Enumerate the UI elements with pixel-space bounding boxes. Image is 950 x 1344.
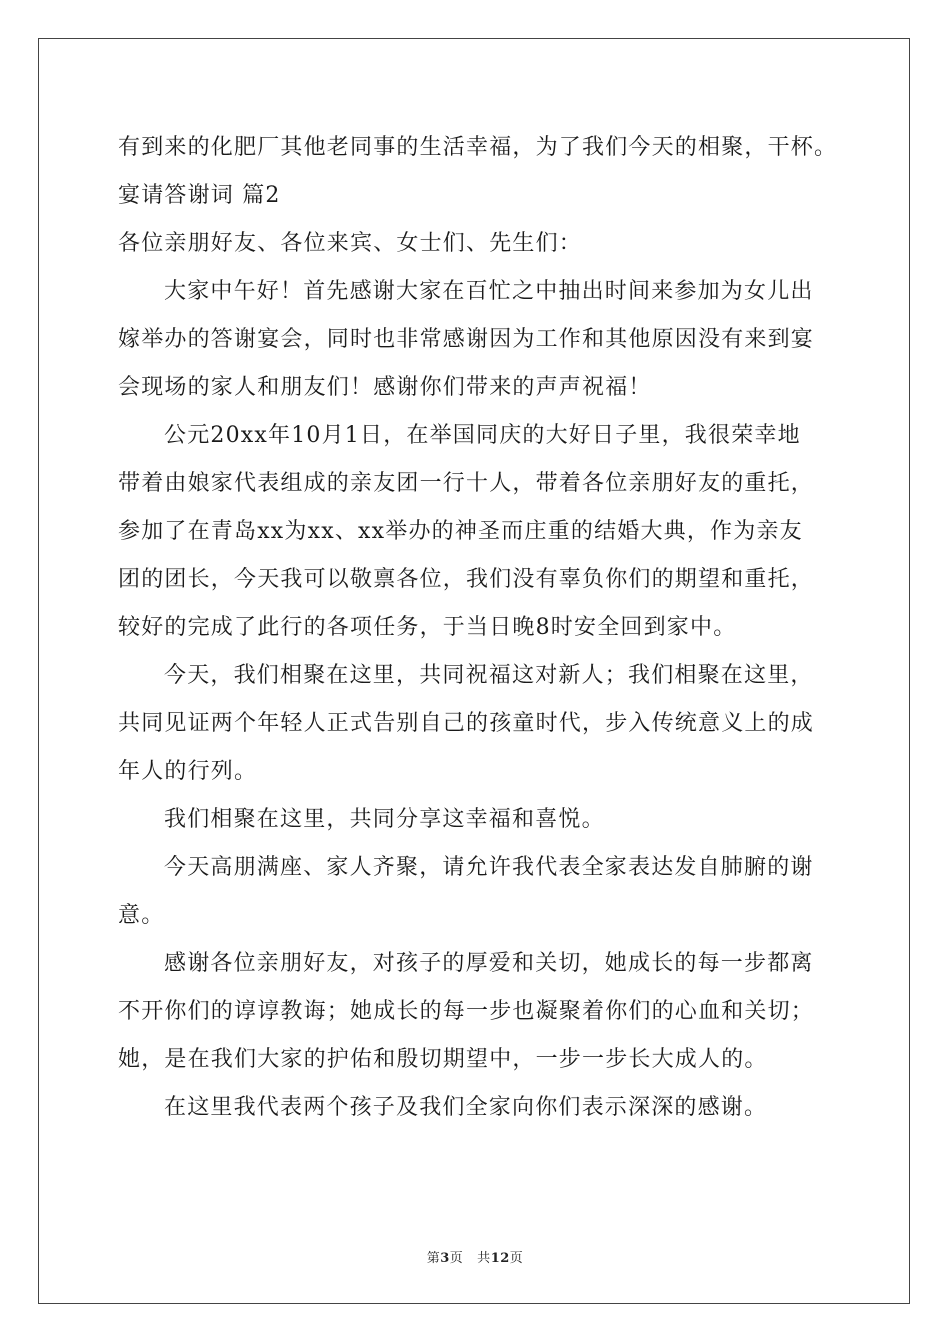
text-line: 会现场的家人和朋友们！感谢你们带来的声声祝福！ <box>118 375 652 400</box>
text-line: 在这里我代表两个孩子及我们全家向你们表示深深的感谢。 <box>164 1095 768 1120</box>
text-line: 较好的完成了此行的各项任务，于当日晚8时安全回到家中。 <box>118 615 737 640</box>
text-line: 大家中午好！首先感谢大家在百忙之中抽出时间来参加为女儿出 <box>164 279 814 304</box>
total-prefix: 共 <box>477 1251 491 1266</box>
page-suffix: 页 <box>449 1251 464 1266</box>
page-number: 3 <box>440 1251 450 1266</box>
text-line: 共同见证两个年轻人正式告别自己的孩童时代，步入传统意义上的成 <box>118 711 815 736</box>
salutation: 各位亲朋好友、各位来宾、女士们、先生们： <box>118 231 583 256</box>
text-line: 参加了在青岛xx为xx、xx举办的神圣而庄重的结婚大典，作为亲友 <box>118 519 803 544</box>
text-line: 团的团长，今天我可以敬禀各位，我们没有辜负你们的期望和重托， <box>118 567 815 592</box>
text-line: 今天，我们相聚在这里，共同祝福这对新人；我们相聚在这里， <box>164 663 814 688</box>
total-suffix: 页 <box>509 1251 524 1266</box>
text-line: 不开你们的谆谆教诲；她成长的每一步也凝聚着你们的心血和关切； <box>118 999 815 1024</box>
total-pages: 12 <box>490 1251 510 1266</box>
text-line: 意。 <box>118 903 165 928</box>
text-line: 我们相聚在这里，共同分享这幸福和喜悦。 <box>164 807 605 832</box>
text-line: 她，是在我们大家的护佑和殷切期望中，一步一步长大成人的。 <box>118 1047 768 1072</box>
document-body <box>118 124 838 1132</box>
text-line: 今天高朋满座、家人齐聚，请允许我代表全家表达发自肺腑的谢 <box>164 855 814 880</box>
text-line: 感谢各位亲朋好友，对孩子的厚爱和关切，她成长的每一步都离 <box>164 951 814 976</box>
section-heading: 宴请答谢词 篇2 <box>118 183 281 208</box>
text-line: 嫁举办的答谢宴会，同时也非常感谢因为工作和其他原因没有来到宴 <box>118 327 815 352</box>
text-line: 有到来的化肥厂其他老同事的生活幸福，为了我们今天的相聚，干杯。 <box>118 135 838 160</box>
text-line: 年人的行列。 <box>118 759 258 784</box>
text-line: 带着由娘家代表组成的亲友团一行十人，带着各位亲朋好友的重托， <box>118 471 815 496</box>
page-prefix: 第 <box>426 1251 441 1266</box>
page-footer <box>0 1247 950 1266</box>
text-line: 公元20xx年10月1日，在举国同庆的大好日子里，我很荣幸地 <box>164 423 801 448</box>
